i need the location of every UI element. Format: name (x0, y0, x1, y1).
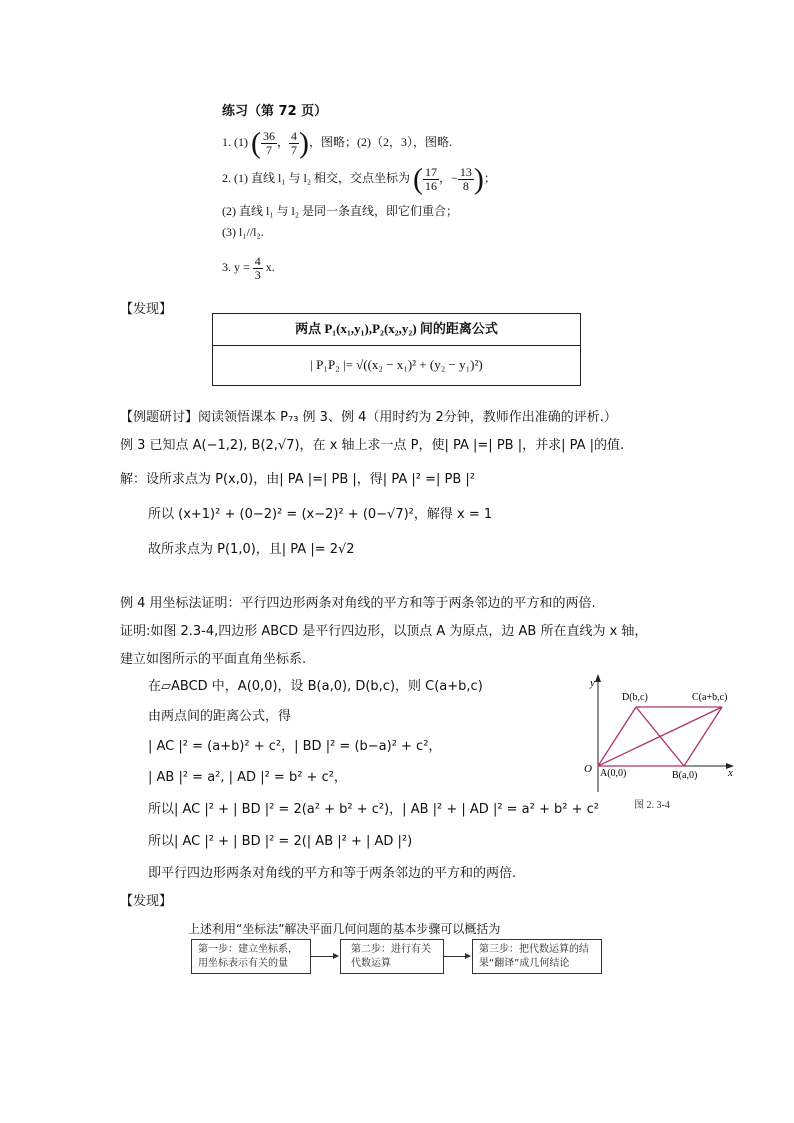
example3-solution-line2: 所以 (x+1)² + (0−2)² = (x−2)² + (0−√7)²，解得 x = 1 (148, 507, 493, 522)
q1-frac1-den: 7 (266, 142, 272, 157)
exercise-q3 (222, 250, 275, 284)
exercise-q2-part2: (2) 直线 l₁ 与 l₂ 是同一条直线，即它们重合； (222, 204, 459, 218)
q2-frac1-den: 16 (425, 178, 438, 193)
distance-formula-title: 两点 P₁(x₁,y₁),P₂(x₂,y₂) 间的距离公式 (213, 314, 580, 346)
label-O: O (584, 763, 592, 775)
right-paren-glyph: ) (299, 126, 310, 160)
q3-fraction (253, 255, 263, 281)
q1-tail: ，图略；(2)（2，3），图略. (309, 135, 453, 149)
q2-fraction-1 (423, 166, 439, 192)
label-C: C(a+b,c) (692, 692, 728, 703)
flow-arrow-1-icon (311, 956, 338, 957)
example-intro (120, 406, 617, 425)
exercise-title: 练习（第 72 页） (222, 104, 328, 119)
q1-prefix: 1. (1) (222, 135, 248, 149)
y-axis-arrow-icon (595, 674, 601, 682)
left-paren-glyph: ( (413, 162, 424, 196)
label-y: y (590, 677, 595, 689)
q1-fraction-1 (261, 130, 277, 156)
example4-proof-line1: 证明:如图 2.3-4,四边形 ABCD 是平行四边形，以顶点 A 为原点，边 AB 所在直线为 x 轴， (120, 624, 648, 639)
example-intro-text: 阅读领悟课本 P₇₃ 例 3、例 4（用时约为 2分钟，教师作出准确的评析.） (198, 410, 617, 425)
discover-heading-1: 【发现】 (120, 302, 173, 317)
q1-frac1-num: 36 (263, 129, 275, 144)
example4-proof-line9: 即平行四边形两条对角线的平方和等于两条邻边的平方和的两倍. (148, 866, 517, 881)
example3-statement: 例 3 已知点 A(−1,2), B(2,√7)，在 x 轴上求一点 P，使| PA |=| PB |，并求| PA |的值. (120, 438, 625, 453)
example4-proof-line6: | AB |² = a², | AD |² = b² + c²， (148, 770, 347, 785)
q2-tail: ； (483, 171, 496, 185)
flow-step-2: 第二步：进行有关代数运算 (340, 939, 444, 974)
exercise-q1: 1. (1) ( $\frac{36}{7}$ ， $\frac{4}{7}$ )，图略；(2)（2，3），图略. (222, 126, 453, 160)
example4-proof-line8: 所以| AC |² + | BD |² = 2(| AB |² + | AD |²) (148, 834, 413, 849)
q3-frac-num: 4 (254, 254, 261, 269)
distance-formula: | P₁P₂ |= √((x₂ − x₁)² + (y₂ − y₁)²) (310, 357, 483, 372)
right-paren-glyph: ) (473, 162, 484, 196)
example4-proof-line4: 由两点间的距离公式，得 (148, 709, 292, 724)
q1-frac2-den: 7 (291, 142, 298, 157)
q2-frac2-den: 8 (462, 178, 469, 193)
example4-proof-line2: 建立如图所示的平面直角坐标系. (120, 652, 307, 667)
label-D: D(b,c) (622, 692, 648, 703)
example4-proof-line7: 所以| AC |² + | BD |² = 2(a² + b² + c²)，| AB |² + | AD |² = a² + b² + c² (148, 802, 600, 817)
q2-fraction-2 (458, 166, 474, 192)
exercise-q2-part3: (3) l₁//l₂. (222, 225, 264, 239)
method-intro: 上述利用“坐标法”解决平面几何问题的基本步骤可以概括为 (188, 922, 501, 936)
label-x: x (728, 767, 733, 779)
example4-proof-line5: | AC |² = (a+b)² + c²，| BD |² = (b−a)² + c²， (148, 739, 442, 754)
q1-frac2-num: 4 (291, 129, 298, 144)
q3-tail: x. (265, 260, 275, 274)
label-A: A(0,0) (600, 768, 627, 779)
left-paren-glyph: ( (251, 126, 261, 160)
figure-parallelogram (580, 672, 750, 812)
distance-formula-table (212, 313, 581, 386)
label-B: B(a,0) (672, 770, 698, 781)
q3-frac-den: 3 (254, 267, 261, 282)
example4-proof-line3: 在▱ABCD 中，A(0,0)，设 B(a,0), D(b,c)，则 C(a+b,c) (148, 679, 483, 694)
figure-caption: 图 2. 3-4 (634, 800, 670, 811)
q2-frac1-num: 17 (425, 165, 438, 180)
exercise-q2: 2. (1) 直线 l₁ 与 l₂ 相交，交点坐标为 ( $\frac{17}{16}$ ，− $\frac{13}{8}$ )； (222, 162, 496, 196)
example4-statement: 例 4 用坐标法证明：平行四边形两条对角线的平方和等于两条邻边的平方和的两倍. (120, 596, 596, 611)
example-heading: 【例题研讨】 (120, 410, 199, 425)
example3-solution-line1: 解：设所求点为 P(x,0)，由| PA |=| PB |，得| PA |² =| PB |² (120, 472, 475, 487)
example3-solution-line3: 故所求点为 P(1,0)，且| PA |= 2√2 (148, 542, 355, 557)
q1-fraction-2 (289, 130, 299, 156)
flow-arrow-2-icon (444, 956, 470, 957)
discover-heading-2: 【发现】 (120, 894, 173, 909)
flow-step-3: 第三步：把代数运算的结果“翻译”成几何结论 (472, 939, 602, 974)
q3-prefix: 3. y = (222, 260, 250, 274)
q2-frac2-num: 13 (459, 165, 472, 180)
flow-step-1: 第一步：建立坐标系，用坐标表示有关的量 (191, 939, 311, 974)
q2-prefix: 2. (1) 直线 l₁ 与 l₂ 相交，交点坐标为 (222, 171, 411, 185)
diagonal-BD (636, 707, 684, 766)
